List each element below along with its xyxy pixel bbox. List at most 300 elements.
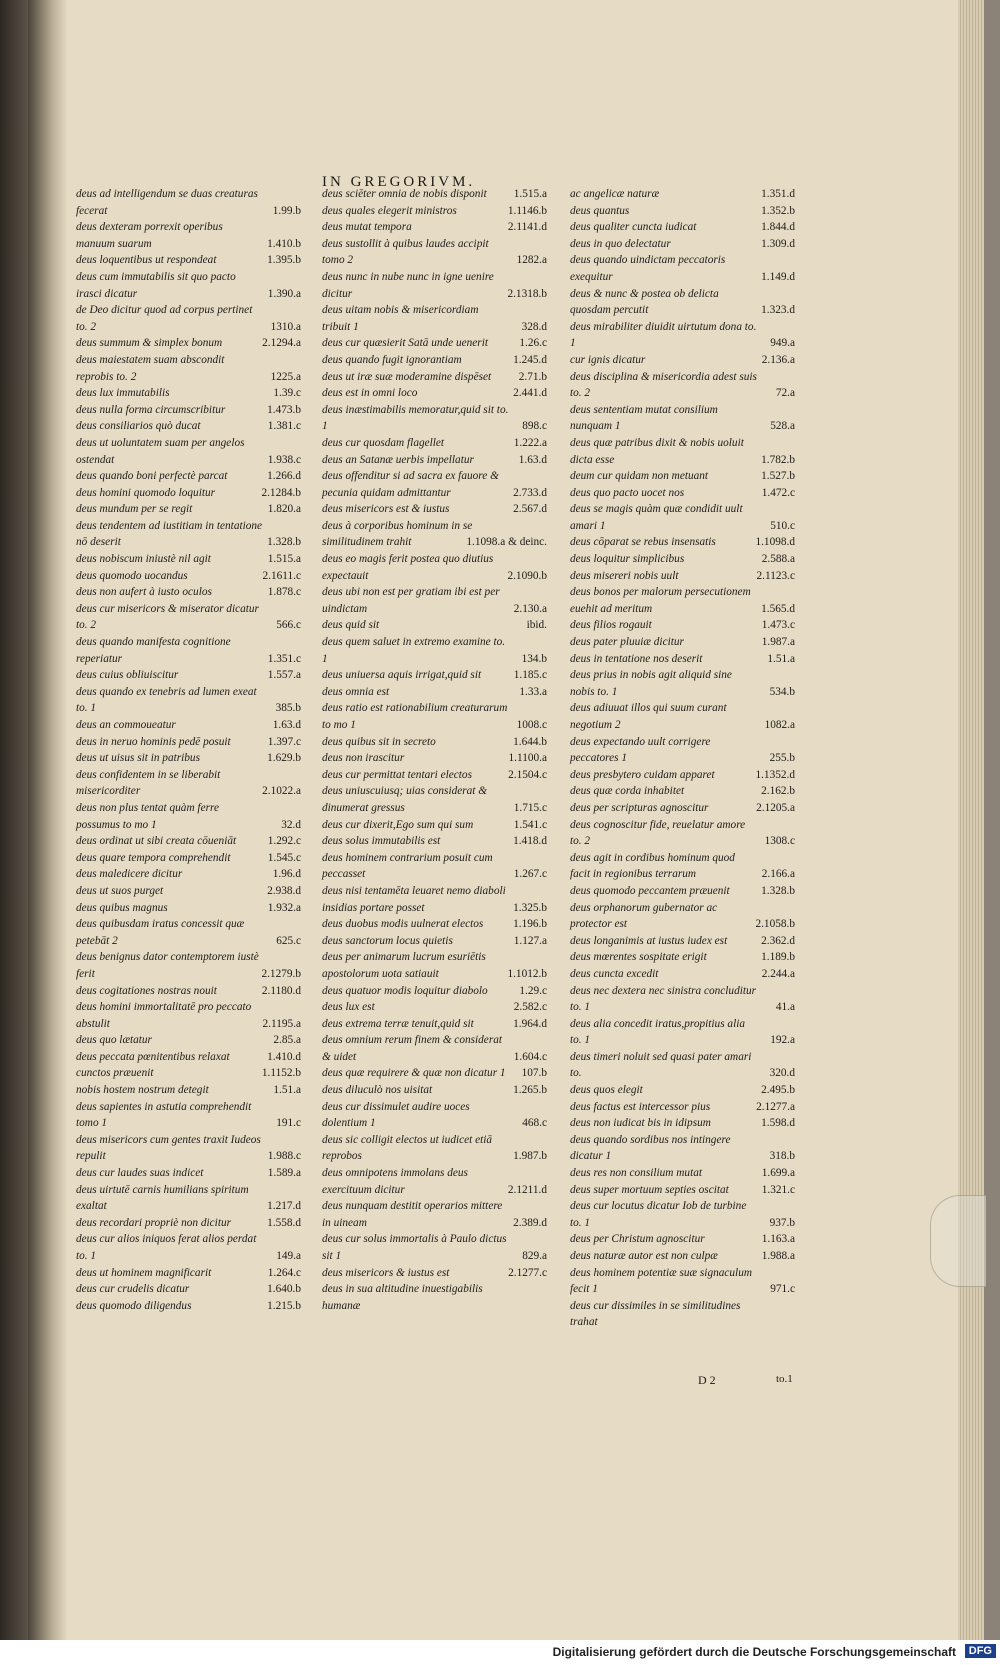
entry-text: deus sic colligit electos ut iudicet etiā reprobos: [322, 1133, 493, 1163]
entry-text: cunctos præuenit: [76, 1067, 154, 1080]
index-entry: [76, 568, 301, 585]
index-entry: [322, 1198, 547, 1231]
index-entry: [322, 750, 547, 767]
entry-reference: 2.441.d: [513, 387, 547, 400]
index-entry: [76, 866, 301, 883]
entry-reference: 528.a: [770, 420, 795, 433]
index-entry: [322, 269, 547, 302]
entry-text: deus tendentem ad iustitiam in tentatione nō deserit: [76, 519, 263, 549]
index-entry: [570, 1099, 795, 1116]
entry-reference: 255.b: [769, 752, 795, 765]
entry-reference: 1.351.c: [267, 652, 301, 665]
entry-text: deus timeri noluit sed quasi pater amari to.: [570, 1050, 752, 1080]
entry-text: deus loquentibus ut respondeat: [76, 254, 217, 267]
entry-text: deus misericors est & iustus: [322, 503, 450, 516]
index-entry: [76, 1065, 301, 1082]
entry-reference: 1.189.b: [761, 951, 795, 964]
index-entry: [570, 402, 795, 435]
index-entry: [322, 1082, 547, 1099]
index-entry: [322, 1165, 547, 1198]
entry-reference: 1.217.d: [267, 1200, 301, 1213]
entry-text: deus uitam nobis & misericordiam tribuit 1: [322, 304, 479, 333]
entry-text: deus quibusdam iratus concessit quæ petebāt 2: [76, 918, 245, 947]
entry-reference: 2.1277.c: [508, 1266, 547, 1279]
entry-reference: 2.1141.d: [507, 221, 547, 234]
entry-reference: 192.a: [770, 1034, 795, 1047]
entry-text: deus lux est: [322, 1001, 375, 1014]
index-entry: [76, 1265, 301, 1282]
entry-reference: 829.a: [522, 1250, 547, 1262]
entry-reference: 2.136.a: [761, 353, 795, 366]
index-entry: [322, 1265, 547, 1282]
entry-text: deus ut hominem magnificarit: [76, 1266, 212, 1279]
index-entry: [570, 252, 795, 285]
entry-text: deus filios rogauit: [570, 619, 652, 632]
index-entry: [322, 684, 547, 701]
index-entry: [76, 1281, 301, 1298]
entry-reference: 2.362.d: [761, 934, 795, 947]
entry-text: deus eo magis ferit postea quo diutius expectauit: [322, 553, 494, 582]
entry-reference: 1.472.c: [761, 486, 795, 499]
entry-text: deus non plus tentat quàm ferre possumus to mo 1: [76, 801, 219, 831]
index-entry: [76, 1082, 301, 1099]
index-entry: [570, 734, 795, 767]
index-entry: [322, 916, 547, 933]
entry-text: deus cuncta excedit: [570, 967, 659, 980]
entry-text: deus est in omni loco: [322, 387, 418, 400]
entry-reference: 1.1098.d: [755, 536, 795, 549]
index-entry: [76, 1231, 301, 1264]
index-entry: [570, 850, 795, 883]
entry-text: deus quid sit: [322, 619, 380, 632]
index-column-1: [76, 186, 301, 1314]
entry-text: deus in sua altitudine inuestigabilis humanæ: [322, 1283, 483, 1312]
entry-text: deus quando uindictam peccatoris exequitur: [570, 254, 726, 283]
index-entry: [570, 534, 795, 551]
entry-reference: 2.1284.b: [261, 486, 301, 499]
index-entry: [570, 435, 795, 468]
entry-text: deus sanctorum locus quietis: [322, 934, 453, 947]
index-entry: [570, 667, 795, 700]
entry-text: deus mirabiliter diuidit uirtutum dona to. 1: [570, 320, 757, 350]
index-entry: [570, 1165, 795, 1182]
entry-text: deus quæ corda inhabitet: [570, 785, 685, 798]
entry-reference: 1.410.d: [267, 1050, 301, 1063]
entry-text: deus adiuuat illos qui suum curant negotium 2: [570, 702, 727, 731]
index-entry: [76, 518, 301, 551]
entry-reference: 134.b: [521, 652, 547, 665]
index-entry: [76, 601, 301, 634]
entry-text: deus expectando uult corrigere peccatores 1: [570, 735, 711, 765]
entry-text: deus duobus modis uulnerat electos: [322, 918, 484, 931]
index-entry: [322, 352, 547, 369]
entry-text: deus cōparat se rebus insensatis: [570, 536, 716, 549]
entry-text: ac angelicæ naturæ: [570, 188, 660, 200]
dfg-logo[interactable]: DFG: [965, 1644, 996, 1658]
entry-reference: 1.820.a: [267, 503, 301, 516]
entry-reference: 1082.a: [764, 719, 795, 731]
entry-text: deus ratio est rationabilium creaturarum to mo 1: [322, 702, 508, 731]
entry-text: deus ordinat ut sibi creata cōueniāt: [76, 835, 237, 848]
entry-text: deus cur misericors & miserator dicatur to. 2: [76, 602, 259, 632]
index-entry: [570, 1198, 795, 1231]
index-entry: [570, 219, 795, 236]
entry-text: deus non irascitur: [322, 752, 405, 765]
entry-text: deus in tentatione nos deserit: [570, 652, 703, 665]
index-entry: [76, 800, 301, 833]
index-entry: [322, 999, 547, 1016]
index-entry: [570, 983, 795, 1016]
entry-text: deus bonos per malorum persecutionem euehit ad meritum: [570, 586, 751, 615]
index-entry: [322, 302, 547, 335]
entry-text: deus cur dissimulet audire uoces dolentium 1: [322, 1100, 470, 1130]
entry-reference: 1.96.d: [272, 868, 301, 881]
entry-text: deus omnia est: [322, 685, 390, 698]
entry-reference: 1.640.b: [267, 1283, 301, 1296]
index-entry: [76, 883, 301, 900]
entry-text: deus lux immutabilis: [76, 387, 170, 400]
entry-reference: 1.699.a: [761, 1167, 795, 1180]
entry-reference: 1.589.a: [267, 1167, 301, 1180]
index-entry: [570, 1182, 795, 1199]
index-entry: [76, 302, 301, 335]
entry-text: deus nunc in nube nunc in igne uenire dicitur: [322, 270, 494, 300]
index-entry: [76, 501, 301, 518]
entry-text: deus nulla forma circumscribitur: [76, 403, 226, 416]
entry-text: deus res non consilium mutat: [570, 1167, 702, 1180]
entry-reference: 191.c: [276, 1117, 301, 1130]
entry-text: deus non aufert à iusto oculos: [76, 586, 212, 599]
entry-text: deus inæstimabilis memoratur,quid sit to. 1: [322, 403, 509, 433]
index-entry: [76, 999, 301, 1032]
entry-text: deus quando ex tenebris ad lumen exeat to. 1: [76, 685, 257, 715]
entry-text: deus cur solus immortalis à Paulo dictus sit 1: [322, 1233, 507, 1262]
index-entry: [322, 983, 547, 1000]
index-entry: [76, 767, 301, 800]
entry-reference: 1.938.c: [267, 453, 301, 466]
index-entry: [322, 883, 547, 916]
entry-reference: 72.a: [775, 387, 795, 400]
entry-reference: 1225.a: [270, 370, 301, 383]
entry-reference: 385.b: [275, 702, 301, 715]
entry-reference: 1.987.a: [761, 636, 795, 649]
index-entry: [76, 1099, 301, 1132]
index-entry: [570, 1231, 795, 1248]
index-entry: [322, 236, 547, 269]
entry-reference: 1.265.b: [513, 1084, 547, 1097]
entry-text: deus sustollit à quibus laudes accipit tomo 2: [322, 237, 489, 267]
index-entry: [322, 335, 547, 352]
entry-reference: 1.545.c: [267, 851, 301, 864]
entry-text: deus offenditur si ad sacra ex fauore & pecunia quidam admittantur: [322, 470, 499, 499]
index-entry: [322, 667, 547, 684]
entry-text: deus quibus sit in secreto: [322, 735, 436, 748]
entry-text: deus quando fugit ignorantiam: [322, 353, 462, 366]
entry-reference: 1.292.c: [267, 835, 301, 848]
entry-reference: 1.1098.a & deinc.: [466, 536, 547, 549]
index-entry: [322, 850, 547, 883]
entry-text: deus prius in nobis agit aliquid sine nobis to. 1: [570, 669, 732, 698]
entry-text: deus quæ requirere & quæ non dicatur 1: [322, 1067, 506, 1080]
entry-text: deus quando manifesta cognitione reperiatur: [76, 636, 231, 665]
entry-text: deus cum immutabilis sit quo pacto irasci dicatur: [76, 270, 236, 300]
entry-reference: ibid.: [526, 619, 547, 632]
index-entry: [322, 734, 547, 751]
index-entry: [322, 949, 547, 982]
entry-reference: 1.163.a: [761, 1233, 795, 1246]
entry-reference: 149.a: [276, 1250, 301, 1262]
entry-reference: 1.325.b: [513, 901, 547, 914]
entry-reference: 1.629.b: [267, 752, 301, 765]
index-entry: [570, 783, 795, 800]
entry-text: deus cur locutus dicatur Iob de turbine to. 1: [570, 1200, 747, 1229]
entry-reference: 1.598.d: [761, 1117, 795, 1130]
entry-reference: 468.c: [522, 1117, 547, 1130]
index-entry: [76, 1215, 301, 1232]
entry-text: deus peccata pœnitentibus relaxat: [76, 1050, 230, 1063]
index-entry: [322, 435, 547, 452]
running-title: IN GREGORIVM.: [322, 174, 476, 190]
entry-reference: 1.33.a: [519, 685, 547, 698]
entry-reference: 1.323.d: [761, 304, 795, 317]
index-entry: [570, 966, 795, 983]
index-entry: [570, 468, 795, 485]
entry-text: deus quomodo diligendus: [76, 1299, 192, 1312]
index-entry: [322, 817, 547, 834]
entry-reference: 1.328.b: [761, 884, 795, 897]
index-entry: [570, 933, 795, 950]
index-entry: [76, 1132, 301, 1165]
entry-reference: 1.988.c: [267, 1150, 301, 1163]
index-entry: [322, 584, 547, 617]
index-entry: [322, 402, 547, 435]
entry-text: deus per animarum lucrum esuriētis apostolorum uota satiauit: [322, 951, 486, 980]
entry-text: deus maledicere dicitur: [76, 868, 183, 881]
entry-reference: 1.397.c: [267, 735, 301, 748]
entry-text: deus quare tempora comprehendit: [76, 851, 231, 864]
entry-text: deus homini immortalitatē pro peccato abstulit: [76, 1001, 252, 1030]
index-entry: [76, 1032, 301, 1049]
entry-reference: 1.473.c: [761, 619, 795, 632]
index-entry: [322, 186, 547, 203]
entry-reference: 1.51.a: [767, 652, 795, 665]
entry-text: deus quomodo uocandus: [76, 569, 188, 582]
entry-text: deus super mortuum septies oscitat: [570, 1183, 729, 1196]
entry-reference: 320.d: [769, 1067, 795, 1080]
entry-text: deus cognoscitur fide, reuelatur amore to. 2: [570, 818, 746, 848]
index-entry: [76, 435, 301, 468]
index-entry: [322, 468, 547, 501]
index-entry: [76, 1049, 301, 1066]
entry-text: deus recordari propriè non dicitur: [76, 1216, 232, 1229]
entry-text: deus agit in cordibus hominum quod facit in regionibus terrarum: [570, 851, 735, 881]
entry-text: deus alia concedit iratus,propitius alia to. 1: [570, 1017, 745, 1047]
entry-reference: 2.567.d: [513, 503, 547, 516]
entry-reference: 1.1146.b: [507, 204, 547, 217]
index-entry: [322, 617, 547, 634]
entry-text: deus in neruo hominis pedē posuit: [76, 735, 231, 748]
entry-reference: 534.b: [769, 685, 795, 698]
entry-text: deus ubi non est per gratiam ibi est per uindictam: [322, 586, 500, 615]
entry-reference: 1.352.b: [761, 204, 795, 217]
entry-reference: 2.1318.b: [507, 287, 547, 300]
entry-text: deus quomodo peccantem præuenit: [570, 884, 730, 897]
entry-reference: 107.b: [521, 1067, 547, 1080]
index-entry: [570, 700, 795, 733]
entry-reference: 2.1279.b: [261, 967, 301, 980]
index-entry: [76, 385, 301, 402]
entry-text: deus nisi tentamēta leuaret nemo diaboli insidias portare posset: [322, 884, 506, 914]
index-entry: [322, 219, 547, 236]
entry-text: deus mutat tempora: [322, 221, 412, 234]
index-entry: [76, 684, 301, 717]
index-entry: [322, 1281, 547, 1314]
entry-reference: 937.b: [769, 1216, 795, 1229]
entry-reference: 1.185.c: [513, 669, 547, 682]
index-entry: [570, 319, 795, 352]
entry-reference: 1.541.c: [513, 818, 547, 831]
entry-text: deus ut iræ suæ moderamine dispēset: [322, 370, 492, 383]
index-entry: [322, 1065, 547, 1082]
entry-text: deus omnipotens immolans deus exercituum dicitur: [322, 1167, 468, 1196]
entry-text: deus hominem potentiæ suæ signaculum fecit 1: [570, 1266, 752, 1296]
entry-text: deus per scripturas agnoscitur: [570, 801, 709, 814]
index-entry: [570, 584, 795, 617]
entry-reference: 625.c: [276, 934, 301, 947]
index-entry: [76, 1165, 301, 1182]
entry-text: deus à corporibus hominum in se similitudinem trahit: [322, 519, 473, 549]
entry-reference: 1.527.b: [761, 470, 795, 483]
index-entry: [76, 634, 301, 667]
index-entry: [570, 883, 795, 900]
index-entry: [570, 501, 795, 534]
entry-reference: 1.557.a: [267, 669, 301, 682]
entry-reference: 2.71.b: [518, 370, 547, 383]
entry-reference: 32.d: [281, 818, 301, 831]
entry-reference: 971.c: [770, 1283, 795, 1296]
entry-text: de Deo dicitur quod ad corpus pertinet to. 2: [76, 304, 253, 333]
index-entry: [570, 817, 795, 850]
entry-text: deus presbytero cuidam apparet: [570, 768, 715, 781]
entry-text: deus qualiter cuncta iudicat: [570, 221, 697, 234]
entry-reference: 2.733.d: [513, 486, 547, 499]
entry-reference: 1308.c: [764, 835, 795, 848]
entry-reference: 2.1205.a: [756, 801, 795, 814]
entry-reference: 1.715.c: [513, 801, 547, 814]
page-edges: [958, 0, 984, 1640]
entry-text: deus cuius obliuiscitur: [76, 669, 179, 682]
entry-reference: 1.1100.a: [508, 752, 547, 765]
signature-mark: D 2: [698, 1373, 716, 1387]
entry-text: deus misereri nobis uult: [570, 569, 679, 582]
entry-reference: 1.964.d: [513, 1017, 547, 1030]
entry-text: deus uirtutē carnis humilians spiritum exaltat: [76, 1183, 249, 1213]
entry-reference: 2.588.a: [761, 553, 795, 566]
entry-text: deus ut uoluntatem suam per angelos ostendat: [76, 436, 245, 466]
entry-reference: 1.149.d: [761, 270, 795, 283]
entry-text: nobis hostem nostrum detegit: [76, 1084, 209, 1097]
entry-text: deus cur quosdam flagellet: [322, 436, 445, 449]
entry-reference: 1008.c: [516, 719, 547, 731]
entry-text: deus non iudicat bis in idipsum: [570, 1117, 711, 1130]
index-entry: [76, 219, 301, 252]
index-entry: [570, 617, 795, 634]
entry-text: deum cur quidam non metuant: [570, 470, 709, 483]
index-entry: [322, 551, 547, 584]
entry-reference: 1.309.d: [761, 237, 795, 250]
entry-reference: 1282.a: [516, 254, 547, 267]
entry-reference: 1.604.c: [513, 1050, 547, 1063]
index-entry: [570, 203, 795, 220]
entry-text: deus longanimis at iustus iudex est: [570, 934, 728, 947]
index-entry: [322, 1231, 547, 1264]
entry-reference: 2.1504.c: [508, 768, 547, 781]
entry-text: deus diluculò nos uisitat: [322, 1084, 433, 1097]
entry-text: deus quales elegerit ministros: [322, 204, 457, 217]
entry-reference: 2.166.a: [761, 868, 795, 881]
entry-text: deus extrema terræ tenuit,quid sit: [322, 1017, 474, 1030]
entry-text: deus cur quæsierit Satā unde uenerit: [322, 337, 488, 350]
entry-text: deus pater pluuiæ dicitur: [570, 636, 684, 649]
index-entry: [76, 750, 301, 767]
entry-reference: 566.c: [276, 619, 301, 632]
entry-reference: 2.162.b: [761, 785, 795, 798]
entry-reference: 1.51.a: [273, 1084, 301, 1097]
index-entry: [76, 833, 301, 850]
index-entry: [570, 634, 795, 651]
entry-reference: 1.381.c: [267, 420, 301, 433]
entry-text: deus se magis quàm quæ condidit uult amari 1: [570, 503, 743, 532]
index-entry: [570, 651, 795, 668]
entry-text: deus & nunc & postea ob delicta quosdam percutit: [570, 287, 719, 317]
index-entry: [76, 983, 301, 1000]
entry-text: deus naturæ autor est non culpæ: [570, 1250, 718, 1262]
index-entry: [76, 1182, 301, 1215]
entry-reference: 2.1058.b: [755, 918, 795, 931]
entry-reference: 2.1611.c: [262, 569, 301, 582]
entry-text: deus cogitationes nostras nouit: [76, 984, 217, 997]
index-entry: [322, 1032, 547, 1065]
entry-reference: 1.196.b: [513, 918, 547, 931]
index-entry: [570, 1132, 795, 1165]
entry-text: deus quando boni perfectè parcat: [76, 470, 228, 483]
index-entry: [322, 833, 547, 850]
entry-reference: 1.351.d: [761, 188, 795, 200]
entry-reference: 1.267.c: [513, 868, 547, 881]
footer-credit: Digitalisierung gefördert durch die Deutsche Forschungsgemeinschaft: [552, 1645, 956, 1659]
entry-reference: 1.988.a: [761, 1250, 795, 1262]
index-entry: [570, 767, 795, 784]
entry-text: deus sciēter omnia de nobis disponit: [322, 188, 487, 200]
index-entry: [322, 1132, 547, 1165]
catchword: to.1: [776, 1373, 793, 1385]
entry-reference: 1310.a: [270, 320, 301, 333]
entry-reference: 2.85.a: [273, 1034, 301, 1047]
entry-reference: 2.130.a: [513, 602, 547, 615]
index-entry: [570, 551, 795, 568]
entry-text: deus cur laudes suas indicet: [76, 1167, 204, 1180]
index-entry: [76, 352, 301, 385]
index-entry: [76, 269, 301, 302]
entry-text: deus cur alios iniquos ferat alios perdat to. 1: [76, 1233, 257, 1262]
index-entry: [570, 236, 795, 253]
entry-reference: 1.245.d: [513, 353, 547, 366]
entry-reference: 1.515.a: [513, 188, 547, 200]
entry-text: deus an commoueatur: [76, 719, 176, 731]
entry-text: deus quo lætatur: [76, 1034, 152, 1047]
entry-reference: 1.987.b: [513, 1150, 547, 1163]
entry-text: deus quo pacto uocet nos: [570, 486, 685, 499]
